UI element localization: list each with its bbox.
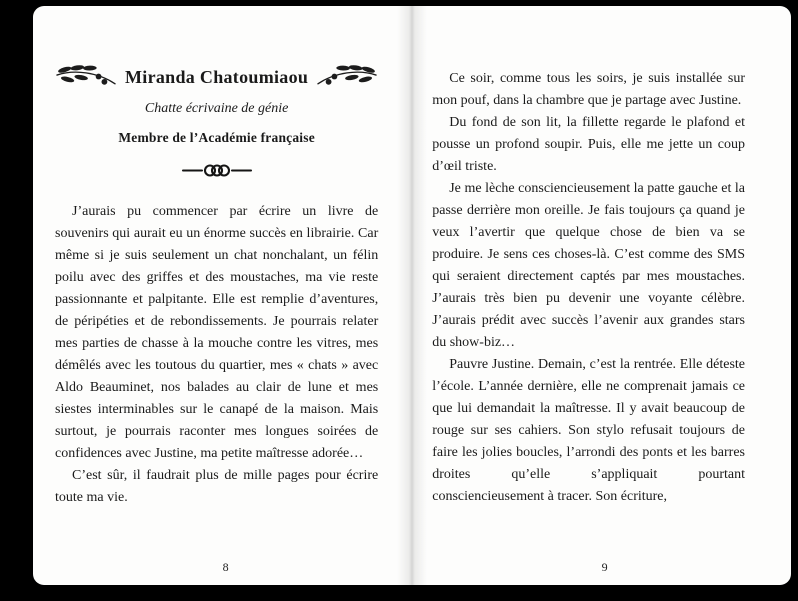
olive-branch-right-icon bbox=[316, 62, 378, 92]
paragraph: Pauvre Justine. Demain, c’est la rentrée. Elle déteste l’école. L’année dernière, elle ne comprenait jamais ce que lui demandait la maîtresse. Il y avait beaucoup de rouge sur ses cahiers. Son stylo refusait toujours de faire les jolies boucles, l’arrondi des ponts et les barres droites qu’elle s’appliquait pourtant consciencieusement à tracer. Son écriture, bbox=[432, 357, 745, 504]
right-page bbox=[418, 6, 791, 585]
section-divider bbox=[55, 161, 378, 184]
paragraph: J’aurais pu commencer par écrire un livre de souvenirs qui aurait eu un énorme succès en librairie. Car même si je suis seulement un chat nonchalant, un félin poilu avec des griffes et des moustaches, ma vie reste passionnante et palpitante. Elle est remplie d’aventures, de péripéties et de rebondissements. Je pourrais relater mes parties de chasse à la mouche contre les vitres, mes démêlés avec les toutous du quartier, mes « chats » avec Aldo Beauminet, nos balades au clair de lune et mes siestes interminables sur le canapé de la maison. Mais surtout, je pourrais raconter mes longues soirées de confidences avec Justine, ma petite maîtresse adorée… bbox=[55, 204, 379, 461]
left-page-body bbox=[55, 201, 378, 509]
paragraph: Du fond de son lit, la fillette regarde le plafond et pousse un profond soupir. Puis, elle me jette un coup d’œil triste. bbox=[432, 115, 745, 174]
chapter-subtitle: Chatte écrivaine de génie bbox=[144, 101, 289, 116]
chapter-title-row bbox=[55, 62, 378, 92]
chapter-title: Miranda Chatoumiaou bbox=[125, 66, 309, 87]
book-spread bbox=[33, 6, 791, 585]
chapter-header bbox=[55, 62, 378, 184]
left-page bbox=[33, 6, 418, 585]
squiggle-divider-icon bbox=[179, 161, 255, 179]
page-number-left: 8 bbox=[222, 560, 229, 574]
paragraph: Ce soir, comme tous les soirs, je suis installée sur mon pouf, dans la chambre que je partage avec Justine. bbox=[432, 71, 745, 108]
olive-branch-left-icon bbox=[55, 62, 117, 92]
paragraph: Je me lèche consciencieusement la patte gauche et la passe derrière mon oreille. Je fais toujours ça quand je veux l’avertir que quelque chose de bien va se produire. Je sens ces choses-là. C’est comme des SMS qui seraient directement captés par mes moustaches. J’aurais très bien pu devenir une voyante célèbre. J’aurais prédit avec succès l’avenir aux grandes stars du show-biz… bbox=[432, 181, 745, 350]
paragraph: C’est sûr, il faudrait plus de mille pages pour écrire toute ma vie. bbox=[55, 468, 379, 505]
chapter-affiliation: Membre de l’Académie française bbox=[118, 130, 315, 145]
page-number-right: 9 bbox=[601, 560, 608, 574]
right-page-body bbox=[432, 68, 745, 508]
